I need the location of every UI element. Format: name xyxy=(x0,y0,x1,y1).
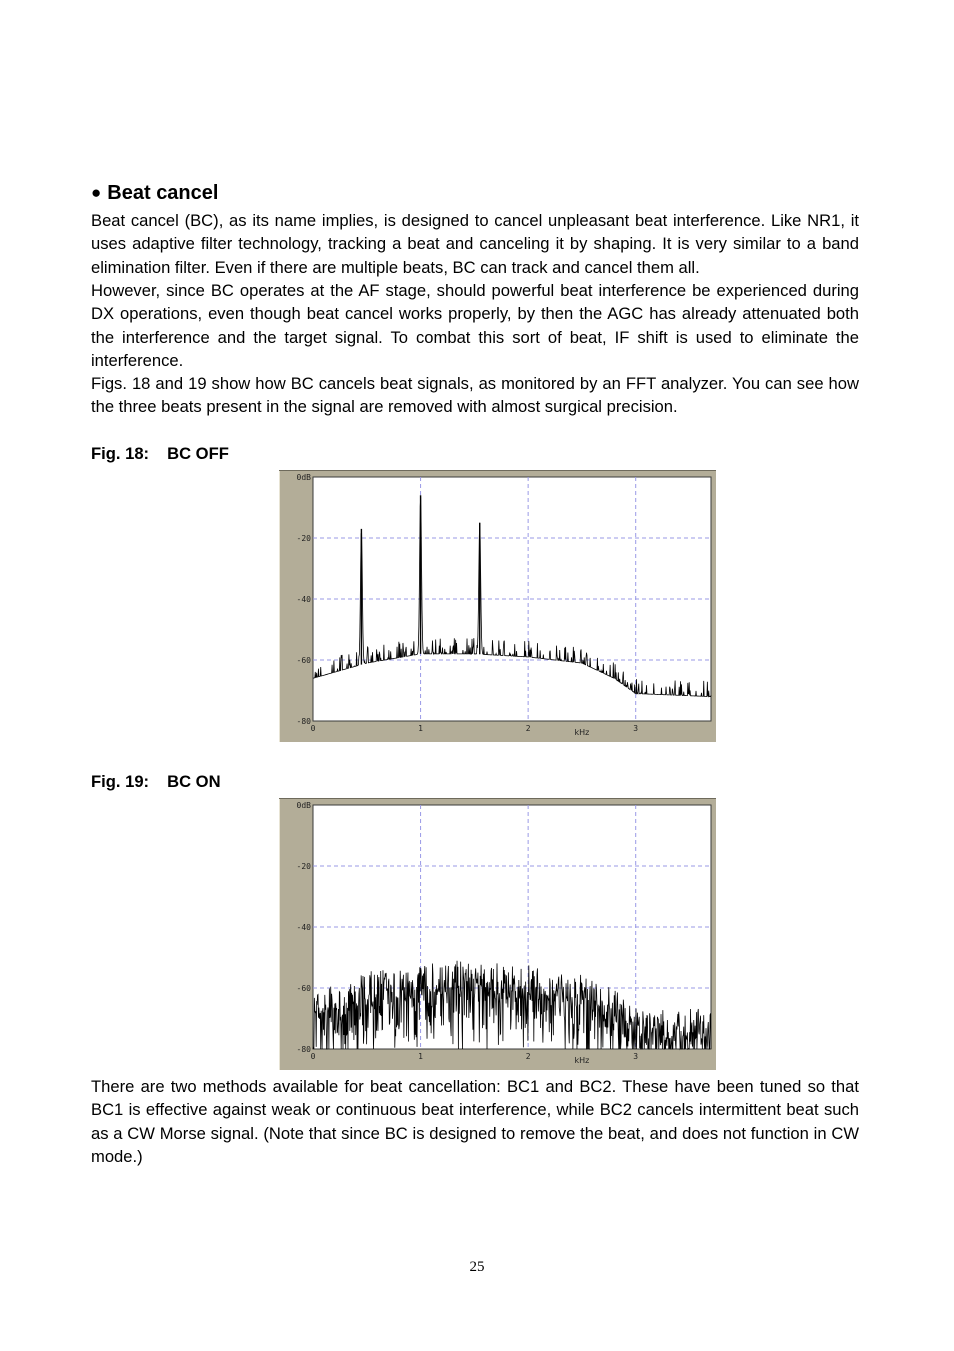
x-axis-label: kHz xyxy=(574,728,590,737)
section-title: Beat cancel xyxy=(107,182,219,204)
x-tick-label: 0 xyxy=(310,724,316,733)
fft-chart-bc-off xyxy=(279,470,716,742)
y-tick-label: 0dB xyxy=(296,801,311,810)
y-tick-label: -60 xyxy=(296,984,311,993)
x-tick-label: 2 xyxy=(525,1052,531,1061)
x-tick-label: 1 xyxy=(418,724,423,733)
figure-19-number: Fig. 19: xyxy=(91,772,150,791)
figure-18-caption xyxy=(91,444,229,464)
y-tick-label: -60 xyxy=(296,656,311,665)
x-tick-label: 1 xyxy=(418,1052,423,1061)
figure-19-label: BC ON xyxy=(167,772,221,791)
paragraph-figures: Figs. 18 and 19 show how BC cancels beat signals, as monitored by an FFT analyzer. You can see how the three beats present in the signal are removed with almost surgical precision. xyxy=(91,374,859,417)
fft-chart-bc-on xyxy=(279,798,716,1070)
paragraph-intro: Beat cancel (BC), as its name implies, is designed to cancel unpleasant beat interference. Like NR1, it uses adaptive filter technology, tracking a beat and canceling it by shaping. It is very similar to a band elimination filter. Even if there are multiple beats, BC can track and cancel them all. xyxy=(91,211,859,277)
y-tick-label: -80 xyxy=(296,717,311,726)
paragraph-methods: There are two methods available for beat cancellation: BC1 and BC2. These have been tuned so that BC1 is effective against weak or continuous beat interference, while BC2 cancels intermittent beat such as a CW Morse signal. (Note that since BC is designed to remove the beat, and does not function in CW mode.) xyxy=(91,1077,859,1167)
figure-18-number: Fig. 18: xyxy=(91,444,150,463)
x-tick-label: 0 xyxy=(310,1052,316,1061)
figure-19-caption xyxy=(91,772,221,792)
figure-18-label: BC OFF xyxy=(167,444,229,463)
y-tick-label: -20 xyxy=(296,862,311,871)
y-tick-label: -20 xyxy=(296,534,311,543)
y-tick-label: -40 xyxy=(296,923,311,932)
x-axis-label: kHz xyxy=(574,1056,590,1065)
paragraph-agc: However, since BC operates at the AF stage, should powerful beat interference be experienced during DX operations, even though beat cancel works properly, by then the AGC has already attenuated both the interference and the target signal. To combat this sort of beat, IF shift is used to eliminate the interference. xyxy=(91,281,859,371)
y-tick-label: -40 xyxy=(296,595,311,604)
section-heading xyxy=(91,182,218,205)
bullet-icon: ● xyxy=(91,183,102,202)
x-tick-label: 3 xyxy=(633,724,639,733)
x-tick-label: 2 xyxy=(525,724,531,733)
y-tick-label: 0dB xyxy=(296,473,311,482)
page-number: 25 xyxy=(469,1259,485,1275)
y-tick-label: -80 xyxy=(296,1045,311,1054)
x-tick-label: 3 xyxy=(633,1052,639,1061)
